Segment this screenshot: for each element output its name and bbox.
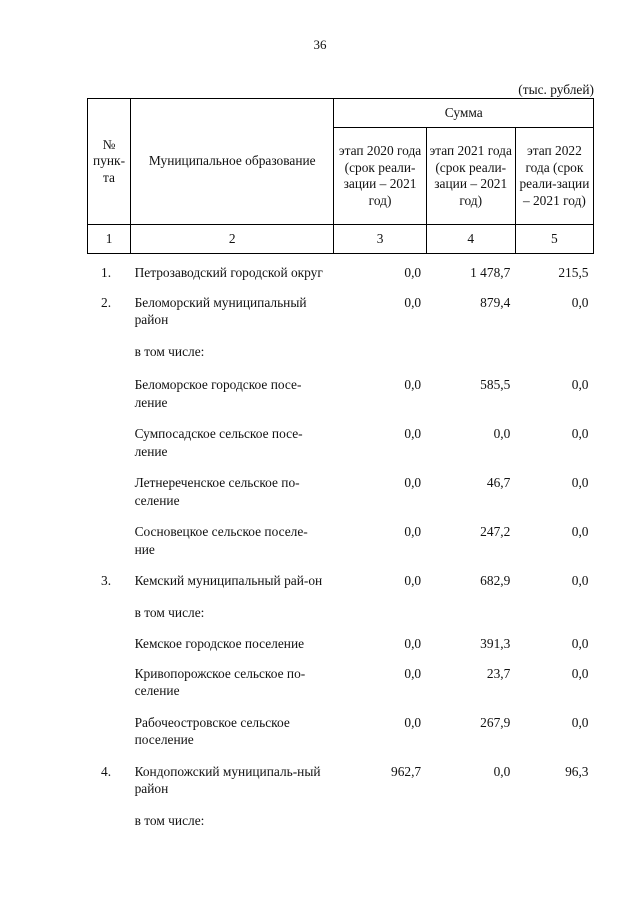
municipality-name: в том числе: [134, 604, 205, 620]
column-number: 4 [426, 225, 515, 254]
stage-2022-value [515, 812, 593, 830]
stage-2022-value: 0,0 [571, 377, 589, 392]
row-number [88, 523, 131, 558]
row-number: 2. [101, 294, 112, 310]
row-spacer-cell [88, 460, 594, 474]
stage-2020-value: 0,0 [404, 294, 422, 310]
row-number: 3. [101, 573, 112, 588]
row-number [88, 376, 131, 411]
header-sum: Сумма [334, 99, 594, 128]
row-spacer [88, 509, 594, 523]
header-stage-2020: этап 2020 года (срок реали-зации – 2021 год) [334, 128, 426, 225]
row-spacer [88, 282, 594, 294]
municipality-name: Петрозаводский городской округ [134, 265, 323, 280]
row-number [88, 425, 131, 460]
table-row [88, 264, 594, 282]
row-spacer-cell [88, 411, 594, 425]
stage-2021-value: 23,7 [486, 665, 511, 681]
table-row [88, 425, 594, 460]
stage-2020-value [334, 812, 426, 830]
column-number: 2 [131, 225, 334, 254]
page-number: 36 [313, 37, 327, 52]
municipality-name: Сосновецкое сельское поселе-ние [134, 524, 308, 557]
stage-2022-value: 96,3 [565, 763, 589, 779]
stage-2022-value: 0,0 [571, 426, 589, 441]
row-number [88, 635, 131, 653]
stage-2022-value [515, 343, 593, 361]
stage-2020-value [334, 343, 426, 361]
row-spacer [88, 254, 594, 265]
stage-2022-value: 0,0 [571, 573, 589, 588]
stage-2020-value: 0,0 [404, 665, 422, 681]
row-spacer-cell [88, 749, 594, 763]
municipality-name: Беломорское городское посе-ление [134, 377, 302, 410]
row-spacer-cell [88, 282, 594, 294]
row-number: 4. [101, 763, 112, 779]
municipality-name: в том числе: [134, 812, 205, 828]
table-row [88, 604, 594, 622]
table-row [88, 812, 594, 830]
municipality-name: Кемское городское поселение [134, 636, 305, 651]
stage-2021-value: 0,0 [493, 426, 511, 441]
stage-2022-value: 0,0 [571, 636, 589, 651]
table-body [88, 254, 594, 830]
row-number [88, 474, 131, 509]
stage-2021-value: 1 478,7 [470, 265, 511, 280]
column-numbering-row [88, 225, 594, 254]
municipality-name: Беломорский муниципальный район [134, 294, 307, 327]
row-spacer-cell [88, 360, 594, 376]
stage-2021-value [426, 812, 515, 830]
stage-2021-value: 0,0 [493, 763, 511, 779]
table-row [88, 763, 594, 798]
column-number: 1 [88, 225, 131, 254]
municipality-name: Рабочеостровское сельское поселение [134, 714, 290, 747]
row-spacer [88, 360, 594, 376]
header-stage-2022: этап 2022 года (срок реали-зации – 2021 год) [515, 128, 593, 225]
row-spacer [88, 558, 594, 572]
stage-2022-value: 0,0 [571, 475, 589, 490]
municipality-name: в том числе: [134, 343, 205, 359]
stage-2022-value: 215,5 [558, 265, 589, 280]
row-number [88, 604, 131, 622]
row-number [88, 665, 131, 700]
stage-2020-value: 0,0 [404, 377, 422, 392]
stage-2021-value: 46,7 [486, 475, 511, 490]
row-spacer-cell [88, 621, 594, 635]
stage-2022-value [515, 604, 593, 622]
table-row [88, 665, 594, 700]
units-label: (тыс. рублей) [518, 82, 594, 97]
row-spacer [88, 590, 594, 604]
table-row [88, 635, 594, 653]
municipality-name: Летнереченское сельское по-селение [134, 475, 300, 508]
row-spacer-cell [88, 700, 594, 714]
row-number [88, 343, 131, 361]
row-spacer [88, 460, 594, 474]
stage-2021-value: 267,9 [480, 714, 511, 730]
stage-2021-value [426, 343, 515, 361]
stage-2021-value: 682,9 [480, 573, 511, 588]
row-spacer [88, 749, 594, 763]
municipality-name: Кривопорожское сельское по-селение [134, 665, 306, 698]
municipality-name: Сумпосадское сельское посе-ление [134, 426, 303, 459]
stage-2020-value: 0,0 [404, 636, 422, 651]
stage-2021-value: 391,3 [480, 636, 511, 651]
row-spacer-cell [88, 558, 594, 572]
stage-2022-value: 0,0 [571, 714, 589, 730]
stage-2021-value: 585,5 [480, 377, 511, 392]
stage-2020-value: 0,0 [404, 573, 422, 588]
table-row [88, 294, 594, 329]
column-number: 5 [515, 225, 593, 254]
row-number: 1. [101, 265, 112, 280]
municipality-name: Кемский муниципальный рай-он [134, 573, 323, 588]
row-spacer [88, 621, 594, 635]
stage-2022-value: 0,0 [571, 665, 589, 681]
row-spacer-cell [88, 329, 594, 343]
table-row [88, 474, 594, 509]
row-spacer [88, 653, 594, 665]
stage-2020-value [334, 604, 426, 622]
table-row [88, 376, 594, 411]
header-municipality: Муниципальное образование [131, 99, 334, 225]
column-number: 3 [334, 225, 426, 254]
row-spacer [88, 329, 594, 343]
row-spacer-cell [88, 798, 594, 812]
row-spacer [88, 700, 594, 714]
row-number [88, 714, 131, 749]
stage-2021-value: 247,2 [480, 524, 511, 539]
stage-2022-value: 0,0 [571, 524, 589, 539]
row-spacer-cell [88, 653, 594, 665]
row-spacer [88, 411, 594, 425]
budget-table [87, 98, 594, 829]
row-spacer-cell [88, 254, 594, 265]
stage-2020-value: 0,0 [404, 714, 422, 730]
stage-2022-value: 0,0 [571, 294, 589, 310]
municipality-name: Кондопожский муниципаль-ный район [134, 763, 321, 796]
table-row [88, 572, 594, 590]
stage-2020-value: 962,7 [391, 763, 422, 779]
row-spacer-cell [88, 590, 594, 604]
row-spacer [88, 798, 594, 812]
stage-2021-value: 879,4 [480, 294, 511, 310]
stage-2020-value: 0,0 [404, 265, 422, 280]
header-stage-2021: этап 2021 года (срок реали-зации – 2021 год) [426, 128, 515, 225]
row-spacer-cell [88, 509, 594, 523]
table-row [88, 714, 594, 749]
stage-2021-value [426, 604, 515, 622]
stage-2020-value: 0,0 [404, 426, 422, 441]
table-row [88, 523, 594, 558]
table-row [88, 343, 594, 361]
header-number: № пунк-та [88, 99, 131, 225]
stage-2020-value: 0,0 [404, 524, 422, 539]
stage-2020-value: 0,0 [404, 475, 422, 490]
row-number [88, 812, 131, 830]
